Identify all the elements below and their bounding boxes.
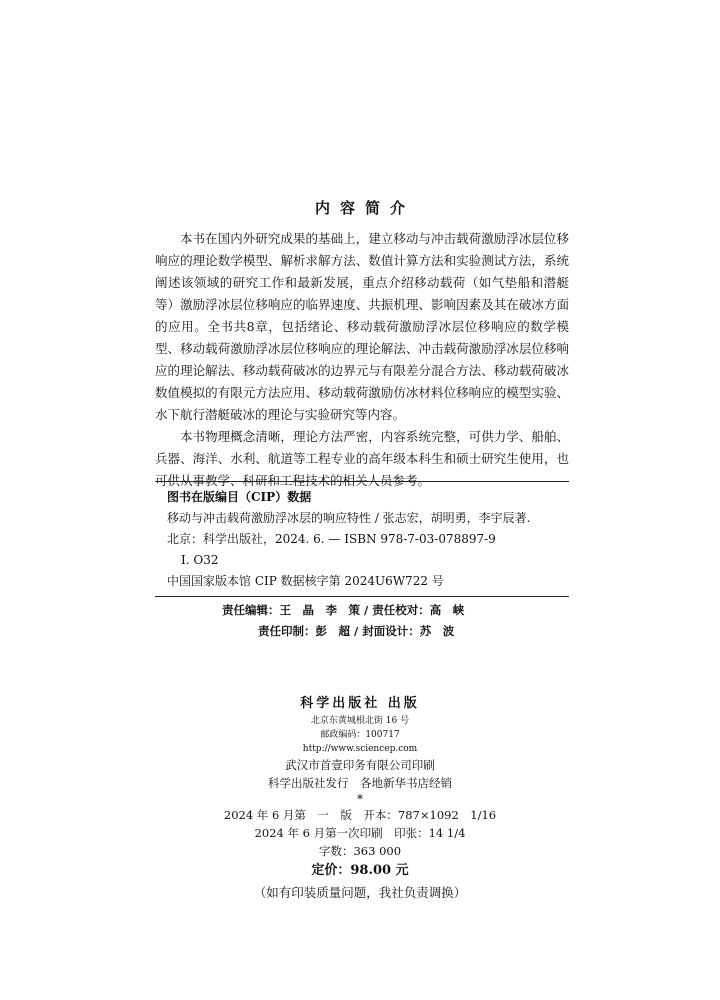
printer-line: 武汉市首壹印务有限公司印刷	[285, 758, 435, 772]
publisher-postcode: 邮政编码：100717	[320, 730, 400, 740]
publisher-name: 科学出版社 出版	[300, 696, 420, 711]
price-line: 定价：98.00 元	[311, 863, 409, 878]
printing-line: 2024 年 6 月第一次印刷 印张：14 1/4	[254, 826, 466, 840]
cip-record-number-line: 中国国家版本馆 CIP 数据核字第 2024U6W722 号	[167, 574, 444, 588]
intro-title: 内容简介	[314, 199, 415, 217]
intro-paragraph-2: 本书物理概念清晰，理论方法严密，内容系统完整，可供力学、船舶、兵器、海洋、水利、航道等工程专业的高年级本科生和硕士研究生使用，也可供从事教学、科研和工程技术的相关人员参考。	[155, 429, 569, 488]
intro-paragraph-1: 本书在国内外研究成果的基础上，建立移动与冲击载荷激励浮冰层位移响应的理论数学模型、解析求解方法、数值计算方法和实验测试方法，系统阐述该领域的研究工作和最新发展，重点介绍移动载荷（如气垫船和潜艇等）激励浮冰层位移响应的临界速度、共振机理、影响因素及其在破冰方面的应用。全书共8章，包括绪论、移动载荷激励浮冰层位移响应的数学模型、移动载荷激励浮冰层位移响应的理论解法、冲击载荷激励浮冰层位移响应的理论解法、移动载荷破冰的边界元与有限差分混合方法、移动载荷破冰数值模拟的有限元方法应用、移动载荷激励仿冰材料位移响应的模型实验、水下航行潜艇破冰的理论与实验研究等内容。	[155, 231, 569, 422]
cip-heading: 图书在版编目（CIP）数据	[167, 490, 312, 504]
distribution-line: 科学出版社发行 各地新华书店经销	[268, 776, 452, 790]
cip-publisher-line: 北京：科学出版社，2024. 6. — ISBN 978-7-03-078897-9	[167, 532, 496, 546]
credits-line-1: 责任编辑：王 晶 李 策 / 责任校对：高 峡	[222, 603, 465, 617]
edition-line: 2024 年 6 月第 一 版 开本：787×1092 1/16	[223, 808, 497, 822]
cip-classification-line: Ⅰ. O32	[181, 553, 219, 567]
publisher-website: http://www.sciencep.com	[302, 744, 418, 754]
wordcount-line: 字数：363 000	[318, 844, 402, 858]
cip-data-box	[155, 481, 569, 597]
intro-body	[155, 228, 569, 492]
publisher-block	[0, 694, 720, 904]
cip-title-line: 移动与冲击载荷激励浮冰层的响应特性 / 张志宏，胡明勇，李宇辰著.	[167, 511, 531, 525]
credits-line-2: 责任印制：彭 超 / 封面设计：苏 波	[258, 624, 455, 638]
quality-notice: （如有印装质量问题，我社负责调换）	[253, 885, 467, 900]
publisher-address: 北京东黄城根北街 16 号	[310, 716, 410, 726]
separator-star: *	[357, 792, 363, 806]
